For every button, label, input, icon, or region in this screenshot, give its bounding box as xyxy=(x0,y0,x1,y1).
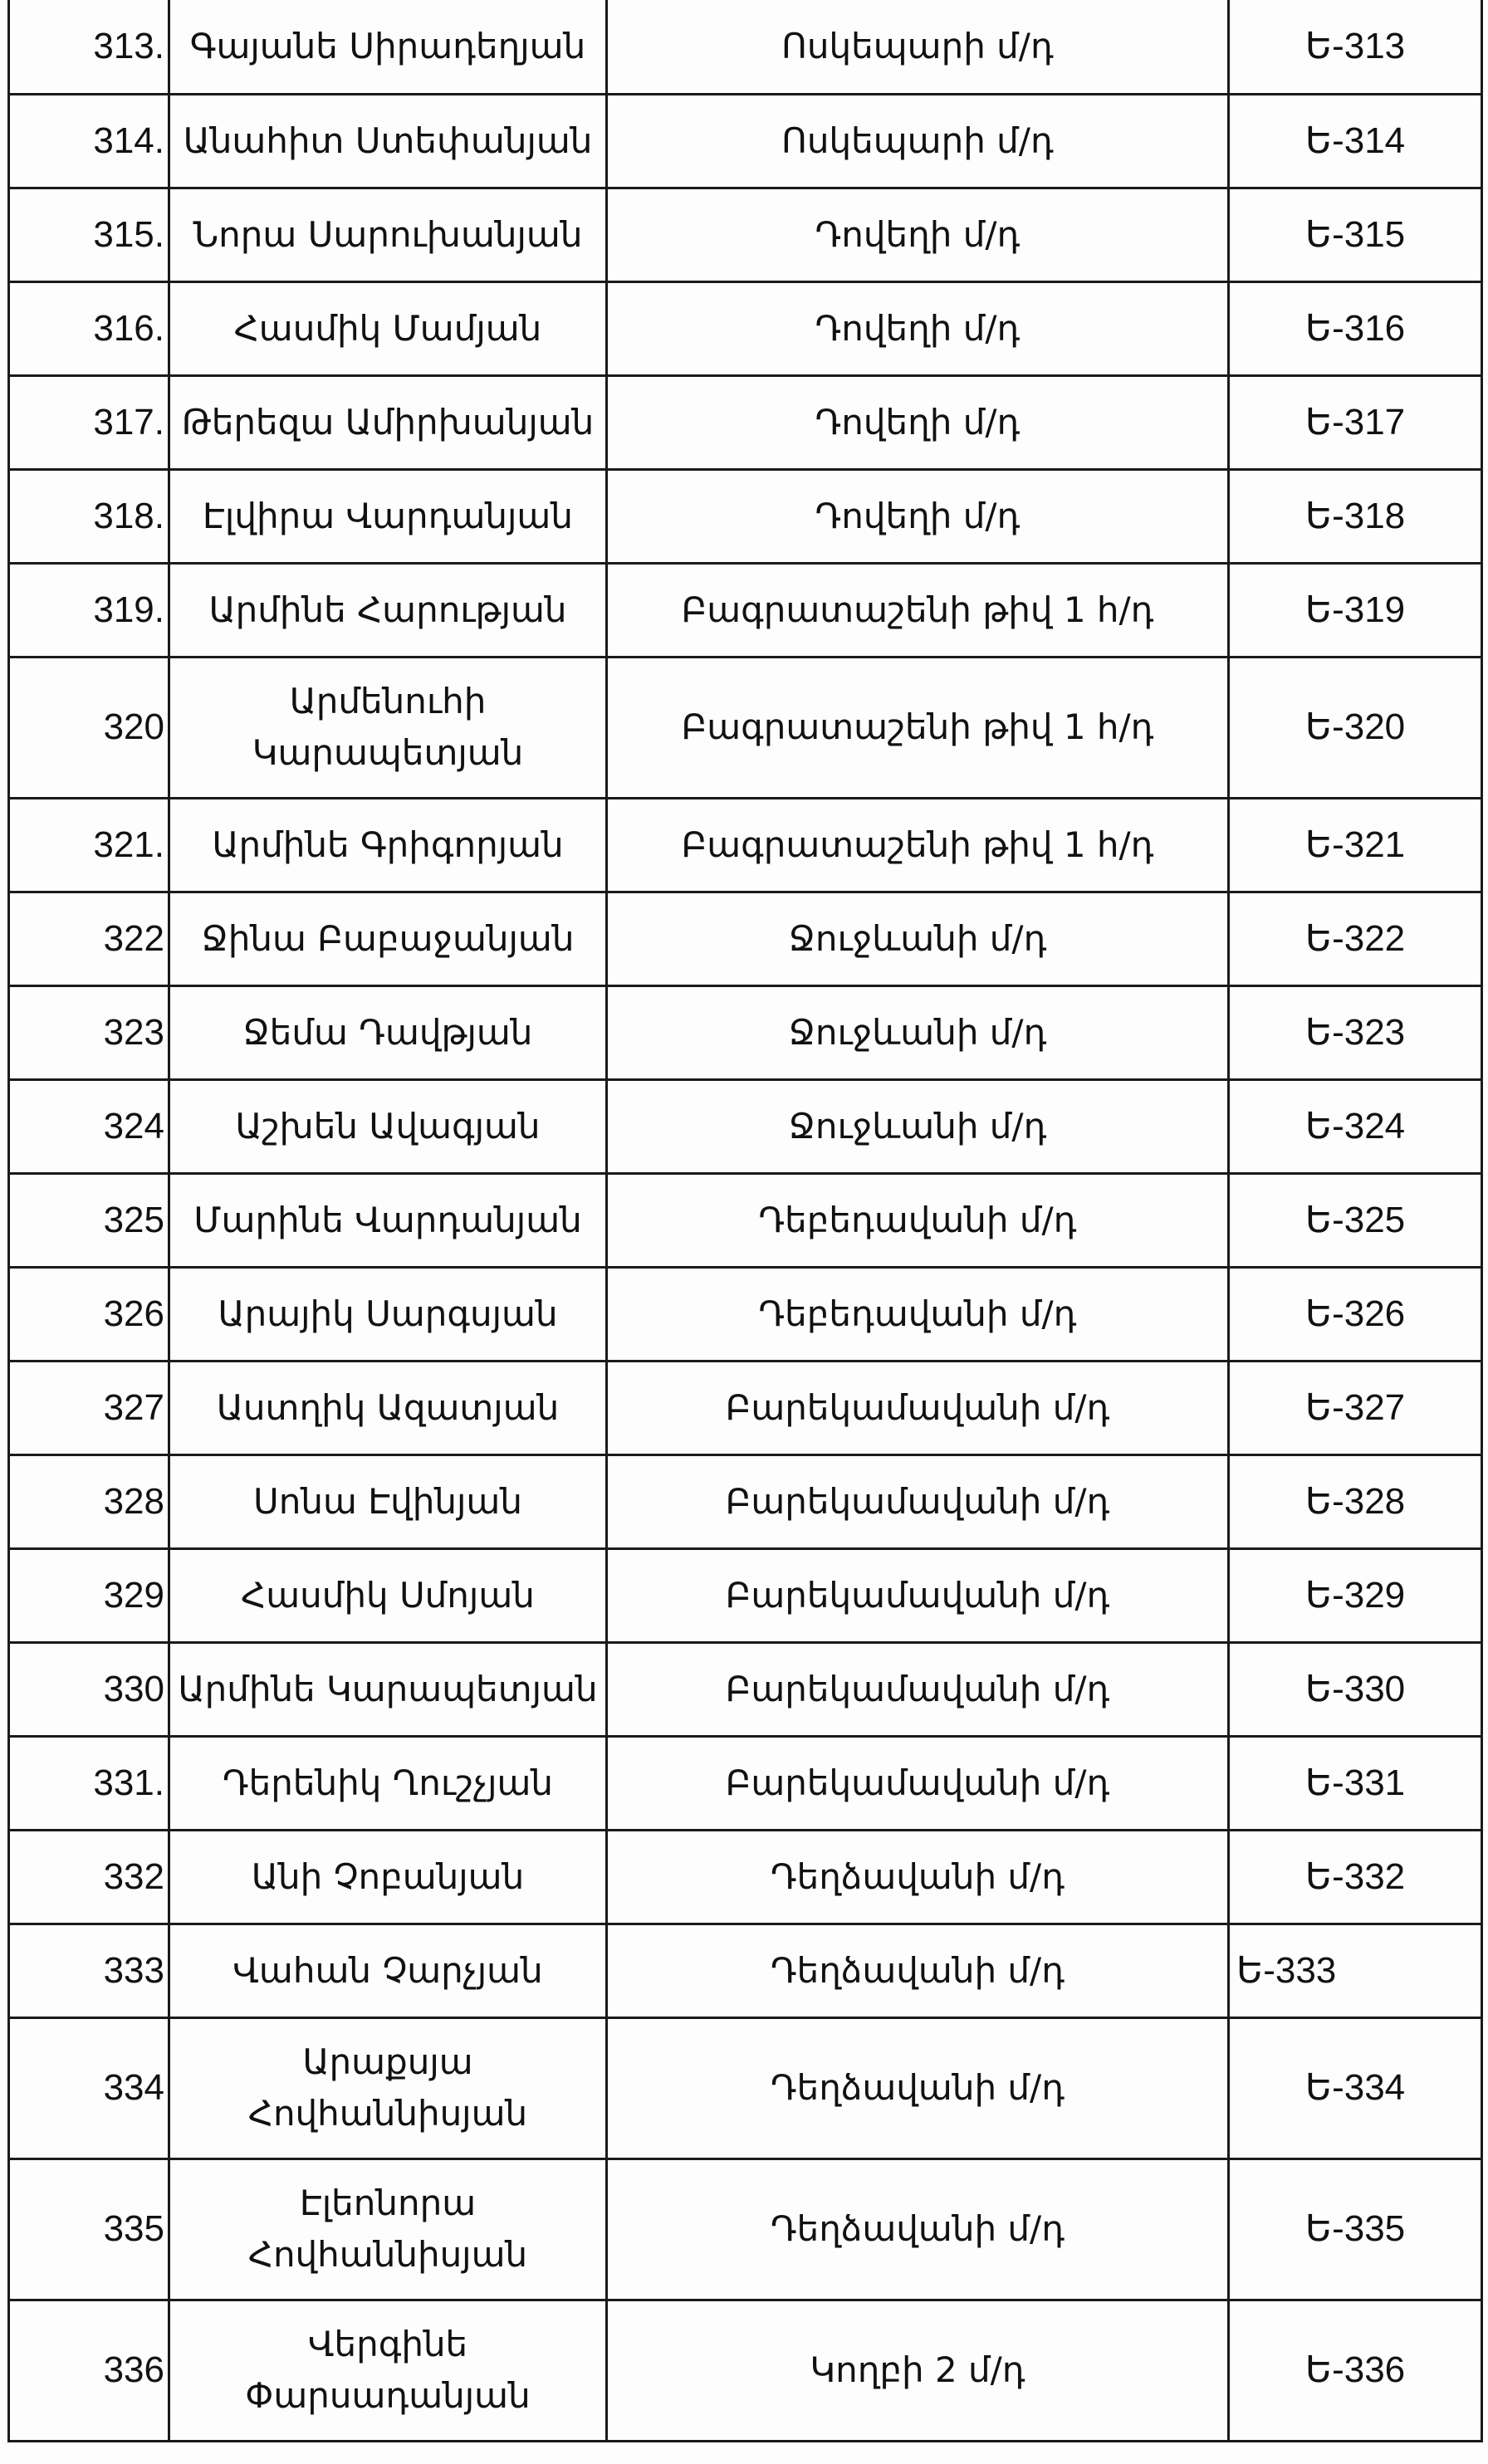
row-number: 332 xyxy=(9,1830,169,1924)
registration-code: Ե-327 xyxy=(1229,1361,1482,1454)
row-number: 330 xyxy=(9,1642,169,1736)
table-row xyxy=(9,1830,1482,1924)
school-name: Դեղձավանի մ/դ xyxy=(607,1924,1229,2017)
registration-code: Ե-321 xyxy=(1229,798,1482,892)
school-name: Դեբեդավանի մ/դ xyxy=(607,1173,1229,1267)
row-number: 321. xyxy=(9,798,169,892)
registration-code: Ե-331 xyxy=(1229,1736,1482,1830)
registration-code: Ե-332 xyxy=(1229,1830,1482,1924)
registration-code: Ե-320 xyxy=(1229,657,1482,798)
row-number: 318. xyxy=(9,469,169,563)
row-number: 320 xyxy=(9,657,169,798)
person-name-cell xyxy=(169,1173,607,1267)
person-name-cell xyxy=(169,892,607,985)
table-row xyxy=(9,281,1482,375)
person-name: Նորա Սարուխանյան xyxy=(193,213,583,255)
row-number: 334 xyxy=(9,2017,169,2158)
table-row xyxy=(9,892,1482,985)
person-name: Աշխեն Ավագյան xyxy=(235,1105,541,1146)
person-name-cell xyxy=(169,657,607,798)
registration-code: Ե-329 xyxy=(1229,1548,1482,1642)
table-row xyxy=(9,375,1482,469)
person-name-cell xyxy=(169,1642,607,1736)
school-name: Դովեղի մ/դ xyxy=(607,375,1229,469)
person-name-cell xyxy=(169,1830,607,1924)
school-name: Բարեկամավանի մ/դ xyxy=(607,1548,1229,1642)
person-name: Աստղիկ Ազատյան xyxy=(216,1386,560,1428)
person-name: Հասմիկ Մամյան xyxy=(233,307,542,349)
row-number: 316. xyxy=(9,281,169,375)
person-name-cell xyxy=(169,2300,607,2441)
person-name: Վերգինե xyxy=(307,2324,468,2364)
table-row xyxy=(9,188,1482,281)
school-name: Ոսկեպարի մ/դ xyxy=(607,0,1229,94)
roster-table xyxy=(7,0,1483,2442)
row-number: 317. xyxy=(9,375,169,469)
person-name: Արմինե Հարության xyxy=(208,589,567,630)
registration-code: Ե-317 xyxy=(1229,375,1482,469)
row-number: 325 xyxy=(9,1173,169,1267)
school-name: Բագրատաշենի թիվ 1 հ/դ xyxy=(607,657,1229,798)
person-name-cell xyxy=(169,2158,607,2300)
table-row xyxy=(9,798,1482,892)
person-name-cell xyxy=(169,0,607,94)
school-name: Ջուջևանի մ/դ xyxy=(607,1079,1229,1173)
person-name: Սոնա Էվինյան xyxy=(253,1480,522,1522)
school-name: Ջուջևանի մ/դ xyxy=(607,892,1229,985)
person-name-cell xyxy=(169,188,607,281)
person-name-cell xyxy=(169,94,607,188)
registration-code: Ե-334 xyxy=(1229,2017,1482,2158)
registration-code: Ե-315 xyxy=(1229,188,1482,281)
person-name: Արայիկ Սարգսյան xyxy=(218,1293,558,1334)
table-row xyxy=(9,94,1482,188)
school-name: Դովեղի մ/դ xyxy=(607,281,1229,375)
registration-code: Ե-326 xyxy=(1229,1267,1482,1361)
school-name: Դեղձավանի մ/դ xyxy=(607,2017,1229,2158)
person-name-cell xyxy=(169,1736,607,1830)
person-name: Մարինե Վարդանյան xyxy=(193,1199,582,1240)
person-name-cell xyxy=(169,1079,607,1173)
person-name: Թերեզա Ամիրխանյան xyxy=(181,401,595,442)
table-row xyxy=(9,1924,1482,2017)
registration-code: Ե-319 xyxy=(1229,563,1482,657)
person-name: Ջինա Բաբաջանյան xyxy=(201,917,575,959)
row-number: 324 xyxy=(9,1079,169,1173)
person-name-cell xyxy=(169,985,607,1079)
person-name: Արմինե Գրիգորյան xyxy=(212,824,564,865)
school-name: Բարեկամավանի մ/դ xyxy=(607,1454,1229,1548)
row-number: 323 xyxy=(9,985,169,1079)
row-number: 314. xyxy=(9,94,169,188)
table-row xyxy=(9,1173,1482,1267)
registration-code: Ե-322 xyxy=(1229,892,1482,985)
table-row xyxy=(9,1736,1482,1830)
table-row xyxy=(9,563,1482,657)
registration-code: Ե-325 xyxy=(1229,1173,1482,1267)
row-number: 315. xyxy=(9,188,169,281)
school-name: Բարեկամավանի մ/դ xyxy=(607,1642,1229,1736)
table-row xyxy=(9,469,1482,563)
person-name-cell xyxy=(169,281,607,375)
registration-code: Ե-313 xyxy=(1229,0,1482,94)
table-row xyxy=(9,1642,1482,1736)
table-row xyxy=(9,2300,1482,2441)
person-name: Անահիտ Ստեփանյան xyxy=(183,120,593,161)
school-name: Ջուջևանի մ/դ xyxy=(607,985,1229,1079)
table-row xyxy=(9,1361,1482,1454)
school-name: Կողբի 2 մ/դ xyxy=(607,2300,1229,2441)
person-name-cell xyxy=(169,563,607,657)
person-name-cell xyxy=(169,1361,607,1454)
row-number: 319. xyxy=(9,563,169,657)
person-name: Արաքսյա xyxy=(302,2041,473,2082)
registration-code: Ե-328 xyxy=(1229,1454,1482,1548)
person-name: Փարսադանյան xyxy=(245,2375,531,2416)
table-row xyxy=(9,1454,1482,1548)
row-number: 328 xyxy=(9,1454,169,1548)
row-number: 336 xyxy=(9,2300,169,2441)
row-number: 326 xyxy=(9,1267,169,1361)
school-name: Ոսկեպարի մ/դ xyxy=(607,94,1229,188)
person-name-cell xyxy=(169,1454,607,1548)
row-number: 335 xyxy=(9,2158,169,2300)
table-row xyxy=(9,1079,1482,1173)
table-row xyxy=(9,2017,1482,2158)
person-name: Հասմիկ Սմոյան xyxy=(241,1574,535,1616)
school-name: Բագրատաշենի թիվ 1 հ/դ xyxy=(607,798,1229,892)
person-name-cell xyxy=(169,1924,607,2017)
registration-code: Ե-314 xyxy=(1229,94,1482,188)
school-name: Դեղձավանի մ/դ xyxy=(607,2158,1229,2300)
person-name: Արմենուհի xyxy=(289,681,487,721)
registration-code: Ե-316 xyxy=(1229,281,1482,375)
school-name: Բարեկամավանի մ/դ xyxy=(607,1736,1229,1830)
registration-code: Ե-335 xyxy=(1229,2158,1482,2300)
person-name: Դերենիկ Ղուշչյան xyxy=(222,1762,554,1803)
person-name: Ջեմա Դավթյան xyxy=(242,1011,533,1053)
person-name: Արմինե Կարապետյան xyxy=(178,1668,598,1709)
table-row xyxy=(9,1548,1482,1642)
table-row xyxy=(9,2158,1482,2300)
row-number: 329 xyxy=(9,1548,169,1642)
roster-body xyxy=(9,0,1482,2441)
table-row xyxy=(9,1267,1482,1361)
registration-code: Ե-330 xyxy=(1229,1642,1482,1736)
person-name-cell xyxy=(169,798,607,892)
table-row xyxy=(9,985,1482,1079)
registration-code: Ե-336 xyxy=(1229,2300,1482,2441)
person-name: Հովհաննիսյան xyxy=(247,2234,528,2275)
table-row xyxy=(9,657,1482,798)
registration-code: Ե-323 xyxy=(1229,985,1482,1079)
row-number: 333 xyxy=(9,1924,169,2017)
person-name-cell xyxy=(169,375,607,469)
person-name: Էլվիրա Վարդանյան xyxy=(203,495,573,536)
person-name: Հովհաննիսյան xyxy=(247,2093,528,2134)
school-name: Դեբեդավանի մ/դ xyxy=(607,1267,1229,1361)
row-number: 322 xyxy=(9,892,169,985)
row-number: 313. xyxy=(9,0,169,94)
registration-code: Ե-324 xyxy=(1229,1079,1482,1173)
registration-code: Ե-333 xyxy=(1229,1924,1482,2017)
table-row xyxy=(9,0,1482,94)
person-name: Գայանե Սիրադեղյան xyxy=(189,25,586,66)
person-name: Կարապետյան xyxy=(252,732,524,773)
row-number: 327 xyxy=(9,1361,169,1454)
school-name: Բագրատաշենի թիվ 1 հ/դ xyxy=(607,563,1229,657)
person-name: Անի Չոբանյան xyxy=(251,1855,525,1897)
person-name: Էլեոնորա xyxy=(299,2183,477,2223)
registration-code: Ե-318 xyxy=(1229,469,1482,563)
school-name: Դովեղի մ/դ xyxy=(607,469,1229,563)
person-name: Վահան Չարչյան xyxy=(232,1949,543,1991)
person-name-cell xyxy=(169,2017,607,2158)
person-name-cell xyxy=(169,1267,607,1361)
school-name: Բարեկամավանի մ/դ xyxy=(607,1361,1229,1454)
person-name-cell xyxy=(169,1548,607,1642)
school-name: Դեղձավանի մ/դ xyxy=(607,1830,1229,1924)
person-name-cell xyxy=(169,469,607,563)
school-name: Դովեղի մ/դ xyxy=(607,188,1229,281)
row-number: 331. xyxy=(9,1736,169,1830)
